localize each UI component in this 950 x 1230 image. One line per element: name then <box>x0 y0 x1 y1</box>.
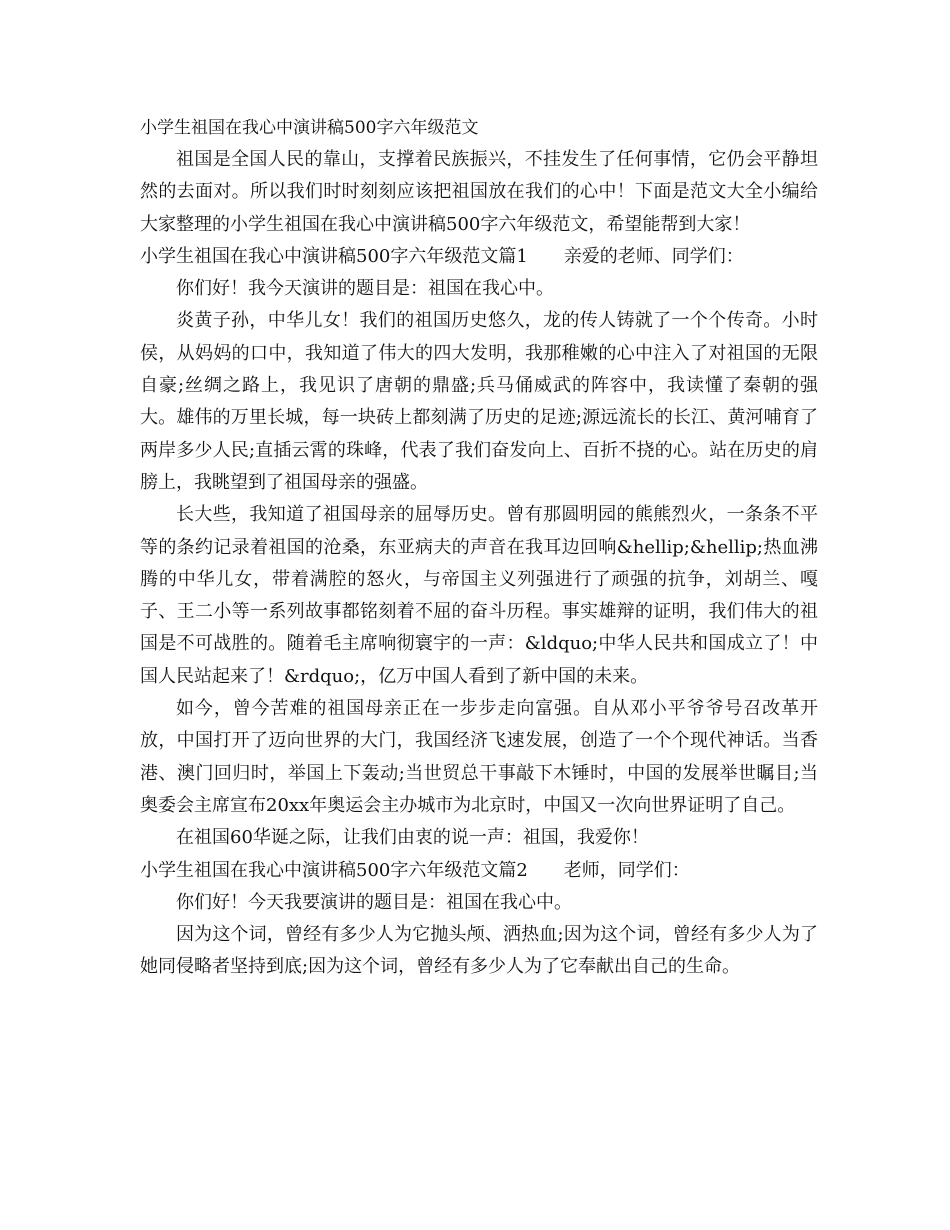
document-body <box>140 116 818 984</box>
section-2-paragraph: 你们好！今天我要演讲的题目是：祖国在我心中。 <box>176 891 572 913</box>
section-1-salutation: 亲爱的老师、同学们： <box>563 245 744 267</box>
section-2-heading: 小学生祖国在我心中演讲稿500字六年级范文篇2 <box>140 859 528 881</box>
section-1-paragraph: 你们好！我今天演讲的题目是：祖国在我心中。 <box>176 278 554 300</box>
section-2-heading-line <box>140 855 818 887</box>
section-2-salutation: 老师，同学们： <box>563 859 690 881</box>
document-title: 小学生祖国在我心中演讲稿500字六年级范文 <box>140 118 479 138</box>
section-1-paragraph: 如今，曾今苦难的祖国母亲正在一步步走向富强。自从邓小平爷爷号召改革开放，中国打开了迈向世界的大门，我国经济飞速发展，创造了一个个现代神话。当香港、澳门回归时，举国上下轰动;当世贸总干事敲下木锤时，中国的发展举世瞩目;当奥委会主席宣布20xx年奥运会主办城市为北京时，中国又一次向世界证明了自己。 <box>140 698 818 816</box>
section-1-paragraph: 长大些，我知道了祖国母亲的屈辱历史。曾有那圆明园的熊熊烈火，一条条不平等的条约记录着祖国的沧桑，东亚病夫的声音在我耳边回响&hellip;&hellip;热血沸腾的中华儿女，带着满腔的怒火，与帝国主义列强进行了顽强的抗争，刘胡兰、嘎子、王二小等一系列故事都铭刻着不屈的奋斗历程。事实雄辩的证明，我们伟大的祖国是不可战胜的。随着毛主席响彻寰宇的一声：&ldquo;中华人民共和国成立了！中国人民站起来了！&rdquo;，亿万中国人看到了新中国的未来。 <box>140 504 818 687</box>
section-1-heading: 小学生祖国在我心中演讲稿500字六年级范文篇1 <box>140 245 528 267</box>
section-1-paragraph: 炎黄子孙，中华儿女！我们的祖国历史悠久，龙的传人铸就了一个个传奇。小时侯，从妈妈的口中，我知道了伟大的四大发明，我那稚嫩的心中注入了对祖国的无限自豪;丝绸之路上，我见识了唐朝的鼎盛;兵马俑威武的阵容中，我读懂了秦朝的强大。雄伟的万里长城，每一块砖上都刻满了历史的足迹;源远流长的长江、黄河哺育了两岸多少人民;直插云霄的珠峰，代表了我们奋发向上、百折不挠的心。站在历史的肩膀上，我眺望到了祖国母亲的强盛。 <box>140 310 818 493</box>
section-1-heading-line <box>140 241 818 273</box>
intro-paragraph: 祖国是全国人民的靠山，支撑着民族振兴，不挂发生了任何事情，它仍会平静坦然的去面对。所以我们时时刻刻应该把祖国放在我们的心中！下面是范文大全小编给大家整理的小学生祖国在我心中演讲稿500字六年级范文，希望能帮到大家！ <box>140 149 818 235</box>
section-1-paragraph: 在祖国60华诞之际，让我们由衷的说一声：祖国，我爱你！ <box>176 827 649 849</box>
section-2-paragraph: 因为这个词，曾经有多少人为它抛头颅、洒热血;因为这个词，曾经有多少人为了她同侵略者坚持到底;因为这个词，曾经有多少人为了它奉献出自己的生命。 <box>140 924 818 978</box>
